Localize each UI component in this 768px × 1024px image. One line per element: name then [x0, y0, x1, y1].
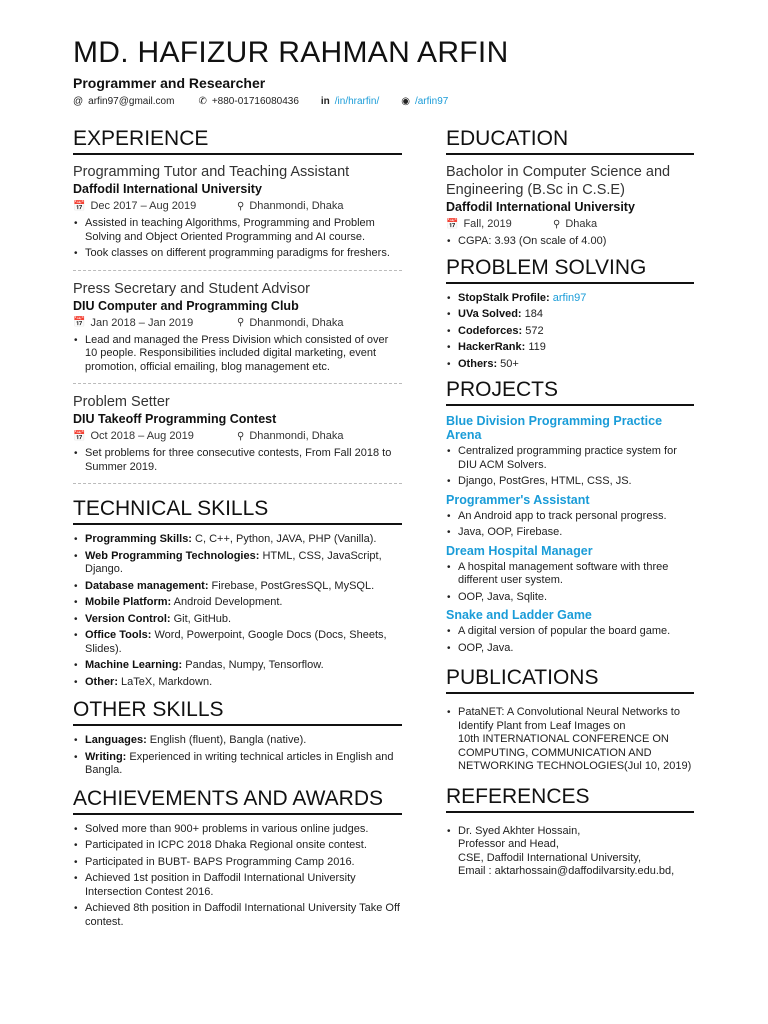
other-skills-list — [73, 734, 402, 778]
achievement-item: • Achieved 8th position in Daffodil International University Take Off contest. — [73, 902, 402, 929]
bullet-item: • Set problems for three consecutive contests, From Fall 2018 to Summer 2019. — [73, 447, 402, 474]
publication-item — [446, 706, 694, 774]
project-bullets — [446, 561, 694, 605]
bullet-item: • Java, OOP, Firebase. — [446, 526, 694, 540]
candidate-name: MD. HAFIZUR RAHMAN ARFIN — [73, 36, 509, 69]
entry-meta — [73, 430, 402, 442]
github-contact[interactable] — [401, 96, 448, 107]
email-text[interactable]: arfin97@gmail.com — [88, 96, 175, 107]
project-bullets — [446, 510, 694, 540]
projects-list — [446, 414, 694, 655]
publication-title: PataNET: A Convolutional Neural Networks to Identify Plant from Leaf Images on — [458, 706, 680, 732]
bullet-item: • CGPA: 3.93 (On scale of 4.00) — [446, 235, 694, 249]
calendar-icon: 📅 — [73, 317, 86, 328]
publications-list — [446, 706, 694, 774]
bullet-item: • A digital version of popular the board game. — [446, 625, 694, 639]
technical-skills-section — [73, 496, 402, 689]
bullet-item: • OOP, Java. — [446, 642, 694, 656]
skill-value: HTML, CSS, JavaScript, Django. — [85, 549, 382, 575]
publications-section — [446, 665, 694, 774]
date-text: Jan 2018 – Jan 2019 — [90, 316, 194, 329]
bullet-item: • Took classes on different programming paradigms for freshers. — [73, 247, 402, 261]
skill-label: Machine Learning: — [85, 659, 183, 671]
skill-label: Version Control: — [85, 612, 171, 625]
entry-org: DIU Takeoff Programming Contest — [73, 412, 277, 426]
project-title[interactable]: Snake and Ladder Game — [446, 608, 592, 622]
education-bullets — [446, 235, 694, 249]
stat-label: UVa Solved: — [458, 308, 522, 320]
location-pin-icon: ⚲ — [237, 317, 245, 328]
section-title: PROJECTS — [446, 377, 694, 406]
stat-label: Others: — [458, 357, 498, 370]
skill-value: English (fluent), Bangla (native). — [146, 734, 307, 746]
entry-location — [237, 200, 344, 212]
achievements-list — [73, 823, 402, 930]
achievement-item: • Participated in ICPC 2018 Dhaka Regional onsite contest. — [73, 839, 402, 853]
entry-date — [73, 430, 237, 442]
stat-value: 119 — [525, 341, 546, 353]
entry-location — [237, 430, 344, 442]
date-text: Dec 2017 – Aug 2019 — [90, 200, 197, 212]
entry-title: Programming Tutor and Teaching Assistant — [73, 164, 350, 180]
skill-label: Database management: — [85, 579, 209, 592]
degree-title: Bacholor in Computer Science and Engineering (B.Sc in C.S.E) — [446, 164, 671, 198]
bullet-item: • Lead and managed the Press Division which consisted of over 10 people. Responsibilities included digital marketing, event promotion, official emailing, blog management etc. — [73, 334, 402, 375]
entry-meta — [73, 317, 402, 329]
achievements-section — [73, 786, 402, 930]
skill-value: Firebase, PostGresSQL, MySQL. — [208, 579, 375, 592]
skill-value: Word, Powerpoint, Google Docs (Docs, Sheets, Slides). — [85, 629, 387, 655]
section-title: OTHER SKILLS — [73, 697, 402, 726]
entry-meta — [73, 200, 402, 212]
linkedin-icon: in — [320, 96, 330, 107]
stat-value: 572 — [522, 324, 544, 337]
stat-item — [446, 308, 694, 322]
skill-value: Android Development. — [171, 596, 283, 608]
location-text: Dhanmondi, Dhaka — [249, 200, 344, 212]
entry-date — [73, 317, 237, 329]
left-column — [73, 126, 402, 932]
skill-label: Mobile Platform: — [85, 596, 172, 608]
date-text: Fall, 2019 — [463, 218, 512, 230]
project-bullets — [446, 625, 694, 655]
education-section — [446, 126, 694, 249]
skill-item — [73, 659, 402, 673]
stat-value: 184 — [521, 308, 543, 320]
project-entry — [446, 608, 694, 655]
calendar-icon: 📅 — [446, 218, 459, 230]
project-title[interactable]: Blue Division Programming Practice Arena — [446, 414, 663, 442]
skill-item — [73, 533, 402, 547]
reference-item — [446, 825, 694, 879]
bullet-item: • Assisted in teaching Algorithms, Programming and Problem Solving and Object Oriented Programming and AI course. — [73, 217, 402, 244]
technical-skills-list — [73, 533, 402, 689]
stat-label: HackerRank: — [458, 341, 526, 353]
entry-divider — [73, 483, 402, 484]
bullet-item: • Django, PostGres, HTML, CSS, JS. — [446, 475, 694, 489]
entry-date — [446, 218, 553, 230]
contact-bar — [73, 96, 713, 107]
achievement-item: • Solved more than 900+ problems in various online judges. — [73, 823, 402, 837]
github-icon: ◉ — [401, 96, 410, 107]
entry-bullets — [73, 447, 402, 474]
section-title: EDUCATION — [446, 126, 694, 155]
section-title: TECHNICAL SKILLS — [73, 496, 402, 525]
reference-name: Dr. Syed Akhter Hossain, — [458, 824, 581, 837]
project-bullets — [446, 445, 694, 489]
location-text: Dhanmondi, Dhaka — [249, 316, 344, 329]
bullet-item: • An Android app to track personal progress. — [446, 510, 694, 524]
candidate-role: Programmer and Researcher — [73, 75, 266, 91]
skill-label: Writing: — [85, 750, 127, 763]
projects-section — [446, 377, 694, 655]
skill-item — [73, 734, 402, 748]
reference-org: CSE, Daffodil International University, — [458, 851, 642, 864]
calendar-icon: 📅 — [73, 430, 86, 442]
skill-value: C, C++, Python, JAVA, PHP (Vanilla). — [191, 533, 377, 545]
linkedin-contact[interactable] — [321, 96, 379, 107]
skill-label: Office Tools: — [85, 629, 152, 641]
skill-label: Web Programming Technologies: — [85, 549, 260, 562]
experience-entry — [73, 280, 402, 375]
stat-item — [446, 292, 694, 306]
section-title: EXPERIENCE — [73, 126, 402, 155]
problem-solving-section — [446, 255, 694, 372]
email-contact[interactable] — [73, 96, 174, 107]
skill-value: LaTeX, Markdown. — [118, 675, 213, 688]
stat-item — [446, 358, 694, 372]
stat-item — [446, 341, 694, 355]
stat-label: StopStalk Profile: — [458, 291, 550, 304]
entry-org: DIU Computer and Programming Club — [73, 298, 299, 313]
achievement-item: • Achieved 1st position in Daffodil International University Intersection Contest 2016. — [73, 872, 402, 899]
linkedin-link[interactable]: /in/hrarfin/ — [334, 96, 380, 107]
bullet-item: • Centralized programming practice system for DIU ACM Solvers. — [446, 445, 694, 472]
github-link[interactable]: /arfin97 — [414, 96, 449, 107]
location-text: Dhaka — [565, 218, 598, 230]
stat-value: 50+ — [497, 357, 519, 370]
at-icon: @ — [73, 96, 84, 107]
project-title[interactable]: Dream Hospital Manager — [446, 543, 593, 558]
project-entry — [446, 544, 694, 605]
entry-org: Daffodil International University — [73, 182, 262, 196]
skill-item — [73, 580, 402, 594]
skill-item — [73, 550, 402, 577]
publication-venue: 10th INTERNATIONAL CONFERENCE ON COMPUTING, COMMUNICATION AND NETWORKING TECHNOLOGIES(Jul 10, 2019) — [458, 733, 692, 772]
stat-value[interactable]: arfin97 — [549, 291, 587, 304]
references-list — [446, 825, 694, 879]
stat-item — [446, 325, 694, 339]
experience-entry — [73, 393, 402, 474]
skill-value: Git, GitHub. — [170, 612, 232, 625]
section-title: REFERENCES — [446, 784, 694, 813]
experience-entry — [73, 163, 402, 261]
project-entry — [446, 414, 694, 489]
entry-bullets — [73, 334, 402, 375]
entry-title: Press Secretary and Student Advisor — [73, 280, 310, 297]
phone-contact[interactable] — [198, 96, 298, 107]
skill-item — [73, 676, 402, 690]
date-text: Oct 2018 – Aug 2019 — [90, 430, 194, 442]
location-text: Dhanmondi, Dhaka — [249, 430, 344, 442]
achievement-item: • Participated in BUBT- BAPS Programming Camp 2016. — [73, 856, 402, 870]
experience-section — [73, 126, 402, 484]
entry-location — [553, 218, 597, 230]
section-title: PROBLEM SOLVING — [446, 255, 694, 284]
entry-divider — [73, 270, 402, 271]
entry-bullets — [73, 217, 402, 261]
section-title: PUBLICATIONS — [446, 665, 694, 694]
reference-title: Professor and Head, — [458, 838, 559, 850]
skill-item — [73, 596, 402, 610]
phone-icon: ✆ — [198, 96, 207, 107]
reference-email: Email : aktarhossain@daffodilvarsity.edu.bd, — [458, 865, 675, 877]
bullet-item: • OOP, Java, Sqlite. — [446, 591, 694, 605]
entry-title: Problem Setter — [73, 394, 170, 410]
skill-item — [73, 629, 402, 656]
education-org: Daffodil International University — [446, 200, 635, 214]
location-pin-icon: ⚲ — [237, 200, 245, 212]
skill-item — [73, 751, 402, 778]
stat-label: Codeforces: — [458, 324, 523, 337]
right-column — [446, 126, 694, 882]
skill-item — [73, 613, 402, 627]
references-section — [446, 784, 694, 879]
entry-divider — [73, 383, 402, 384]
calendar-icon: 📅 — [73, 200, 86, 212]
problem-solving-list — [446, 292, 694, 372]
skill-label: Other: — [85, 675, 118, 688]
entry-meta — [446, 218, 694, 230]
entry-date — [73, 200, 237, 212]
phone-text[interactable]: +880-01716080436 — [211, 96, 299, 107]
skill-label: Languages: — [85, 734, 147, 746]
project-title[interactable]: Programmer's Assistant — [446, 492, 590, 507]
skill-label: Programming Skills: — [85, 533, 192, 545]
skill-value: Experienced in writing technical articles in English and Bangla. — [85, 750, 394, 776]
entry-location — [237, 317, 344, 329]
project-entry — [446, 493, 694, 540]
resume-header — [73, 36, 713, 107]
location-pin-icon: ⚲ — [553, 218, 561, 230]
section-title: ACHIEVEMENTS AND AWARDS — [73, 786, 402, 815]
location-pin-icon: ⚲ — [237, 430, 245, 442]
other-skills-section — [73, 697, 402, 778]
skill-value: Pandas, Numpy, Tensorflow. — [182, 659, 324, 671]
bullet-item: • A hospital management software with three different user system. — [446, 561, 694, 588]
